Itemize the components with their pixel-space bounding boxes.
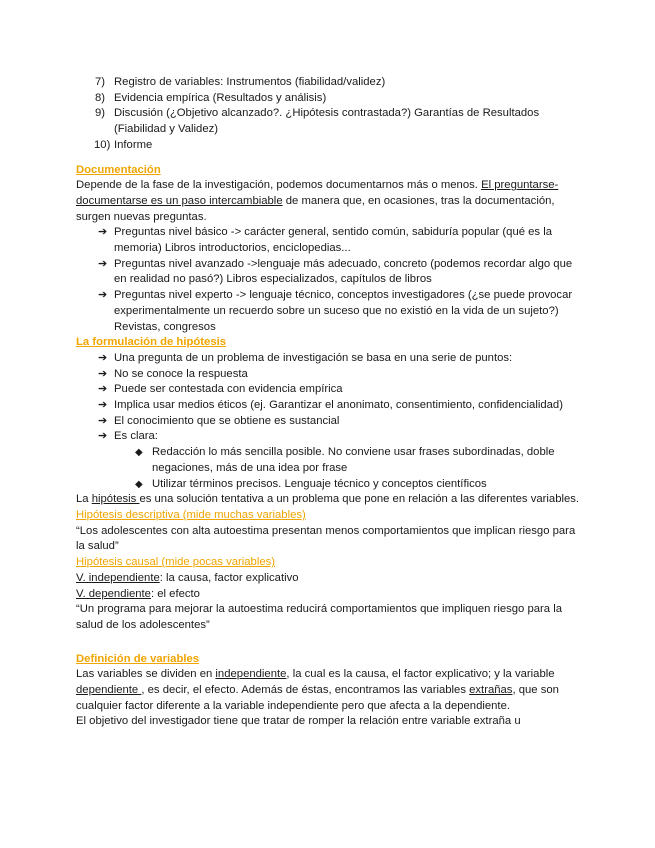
- arrow-bullet: ➔ No se conoce la respuesta: [76, 367, 586, 383]
- arrow-bullet: ➔ Implica usar medios éticos (ej. Garantizar el anonimato, consentimiento, confidencialidad): [76, 398, 586, 414]
- arrow-icon: ➔: [98, 414, 108, 427]
- arrow-icon: ➔: [98, 430, 108, 443]
- variable-dependiente-line: V. dependiente: el efecto: [76, 587, 200, 600]
- list-text: Registro de variables: Instrumentos (fiabilidad/validez): [114, 76, 386, 88]
- arrow-icon: ➔: [98, 226, 108, 239]
- list-item: [76, 75, 586, 91]
- list-text: Evidencia empírica (Resultados y análisis): [114, 91, 327, 104]
- variable-independiente-line: V. independiente: la causa, factor explicativo: [76, 571, 299, 584]
- diamond-bullet: ◆ Utilizar términos precisos. Lenguaje técnico y conceptos científicos: [76, 477, 586, 493]
- arrow-icon: ➔: [98, 257, 108, 270]
- arrow-icon: ➔: [98, 399, 108, 412]
- list-number: 8): [95, 91, 106, 104]
- subheading-descriptiva: Hipótesis descriptiva (mide muchas variables): [76, 508, 306, 521]
- document-page: [76, 75, 586, 730]
- list-text: Informe: [114, 138, 153, 151]
- diamond-icon: ◆: [135, 478, 143, 490]
- section-heading-documentacion: Documentación: [76, 163, 161, 176]
- list-number: 7): [95, 76, 106, 88]
- arrow-bullet: ➔ Preguntas nivel avanzado ->lenguaje más adecuado, concreto (podemos recordar algo que en realidad no pasó?) Libros especializados, capítulos de libros: [98, 257, 573, 286]
- diamond-bullet: ◆ Redacción lo más sencilla posible. No conviene usar frases subordinadas, doble negaciones, más de una idea por frase: [135, 446, 555, 474]
- arrow-icon: ➔: [98, 289, 108, 302]
- hipotesis-definition: La hipótesis es una solución tentativa a un problema que pone en relación a las diferentes variables.: [76, 493, 580, 506]
- arrow-bullet: ➔ Preguntas nivel básico -> carácter general, sentido común, sabiduría popular (qué es la memoria) Libros introductorios, enciclopedias...: [98, 226, 553, 255]
- descriptiva-example: “Los adolescentes con alta autoestima presentan menos comportamientos que implican riesgo para la salud”: [76, 524, 576, 553]
- section-heading-variables: Definición de variables: [76, 652, 200, 665]
- list-item: [76, 106, 586, 137]
- causal-example: “Un programa para mejorar la autoestima reducirá comportamientos que impliquen riesgo para la salud de los adolescentes”: [76, 603, 563, 631]
- arrow-bullet: ➔ Una pregunta de un problema de investigación se basa en una serie de puntos:: [76, 351, 586, 367]
- arrow-bullet: ➔ Preguntas nivel experto -> lenguaje técnico, conceptos investigadores (¿se puede provocar experimentalmente un recuerdo sobre un suceso que no existió en la vida de un sujeto?) Revistas, congresos: [98, 289, 573, 333]
- arrow-bullet: ➔ El conocimiento que se obtiene es sustancial: [76, 414, 586, 430]
- list-item: [76, 138, 586, 154]
- list-item: [76, 91, 586, 107]
- arrow-bullet: ➔ Es clara:: [76, 429, 586, 445]
- list-text: Discusión (¿Objetivo alcanzado?. ¿Hipótesis contrastada?) Garantías de Resultados (Fiabilidad y Validez): [114, 107, 540, 136]
- section-heading-hipotesis: La formulación de hipótesis: [76, 336, 227, 349]
- list-number: 9): [95, 107, 106, 120]
- numbered-list: [76, 75, 586, 154]
- variables-paragraph: Las variables se dividen en independiente, la cual es la causa, el factor explicativo; y la variable dependiente , es decir, el efecto. Además de éstas, encontramos las variables extrañas, que son cualquier factor diferente a la variable independiente pero que afecta a la dependiente.: [76, 668, 559, 712]
- diamond-icon: ◆: [135, 447, 143, 459]
- documentacion-intro: Depende de la fase de la investigación, podemos documentarnos más o menos. El preguntarse-documentarse es un paso intercambiable de manera que, en ocasiones, tras la documentación, surgen nuevas preguntas.: [76, 179, 559, 223]
- subheading-causal: Hipótesis causal (mide pocas variables): [76, 556, 276, 569]
- arrow-icon: ➔: [98, 383, 108, 396]
- arrow-bullet: ➔ Puede ser contestada con evidencia empírica: [76, 382, 586, 398]
- variables-paragraph-2: El objetivo del investigador tiene que tratar de romper la relación entre variable extraña u: [76, 715, 521, 728]
- arrow-icon: ➔: [98, 367, 108, 380]
- underlined-phrase: El preguntarse-documentarse es un paso intercambiable: [76, 179, 559, 207]
- underlined-term: hipótesis: [91, 493, 140, 506]
- arrow-icon: ➔: [98, 351, 108, 364]
- list-number: 10): [94, 138, 111, 151]
